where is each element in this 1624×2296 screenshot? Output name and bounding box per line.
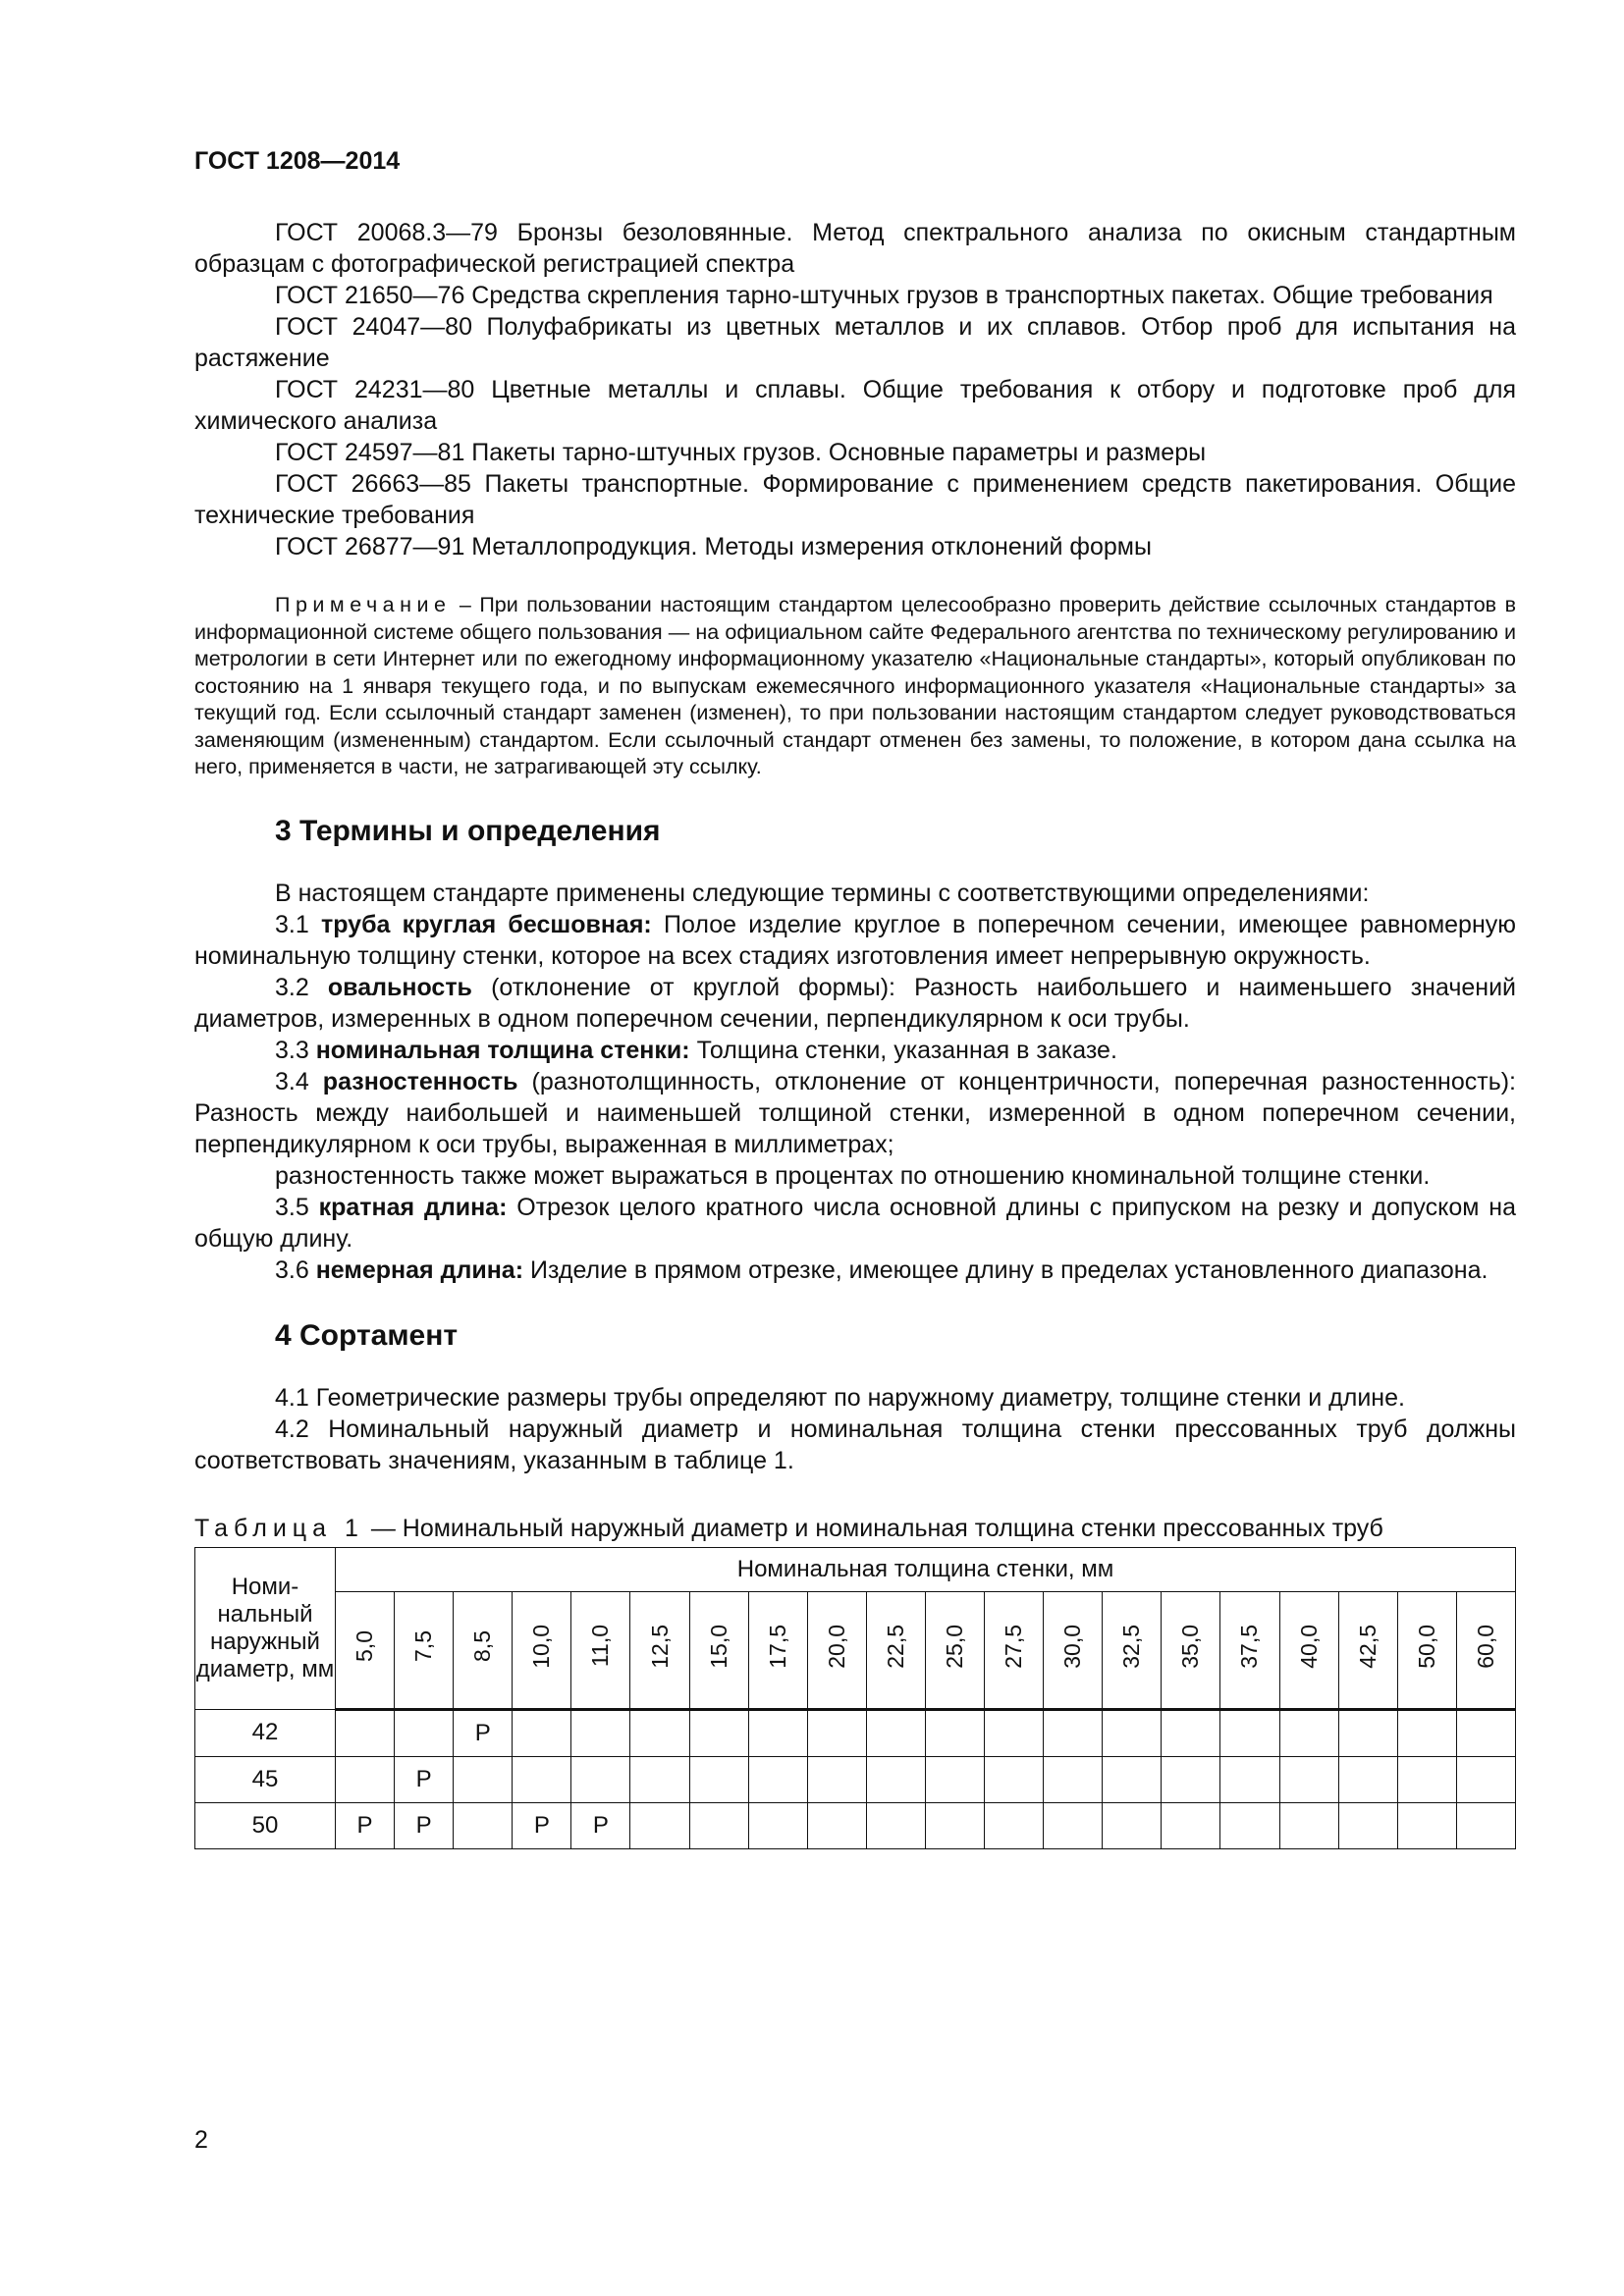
diameter-cell: 42 (195, 1709, 336, 1756)
thickness-column-header (807, 1591, 866, 1709)
term-name: овальность (327, 973, 472, 1001)
thickness-value: 25,0 (941, 1624, 967, 1669)
table-cell (985, 1709, 1044, 1756)
thickness-column-header (513, 1591, 571, 1709)
diameter-cell: 50 (195, 1802, 336, 1848)
table-cell (1044, 1709, 1103, 1756)
table-cell (866, 1756, 925, 1802)
table-row (195, 1709, 1516, 1756)
table-cell (1220, 1756, 1279, 1802)
references-list (194, 217, 1516, 562)
table-cell: Р (571, 1802, 630, 1848)
column-header-row (195, 1591, 1516, 1709)
term-item (194, 1255, 1516, 1286)
table-cell: Р (395, 1756, 454, 1802)
thickness-value: 5,0 (352, 1630, 378, 1662)
table-cell (1103, 1756, 1162, 1802)
term-item (194, 1066, 1516, 1160)
thickness-value: 40,0 (1295, 1624, 1322, 1669)
term-definition: Полое изделие круглое в поперечном сечении, имеющее равномерную номинальную толщину стенки, которое на всех стадиях изготовления имеет непрерывную окружность. (194, 910, 1516, 970)
table-cell (1456, 1802, 1515, 1848)
section-3-intro: В настоящем стандарте применены следующие термины с соответствующими определениями: (275, 879, 1370, 907)
table-cell (925, 1802, 984, 1848)
table-cell (454, 1802, 513, 1848)
table-cell (1397, 1756, 1456, 1802)
thickness-value: 8,5 (469, 1630, 496, 1662)
table-cell (630, 1756, 689, 1802)
table-cell (1338, 1802, 1397, 1848)
table-cell (1162, 1756, 1220, 1802)
table-cell (630, 1709, 689, 1756)
thickness-value: 35,0 (1177, 1624, 1204, 1669)
section-3-title: 3 Термины и определения (275, 814, 661, 847)
reference-item: ГОСТ 24231—80 Цветные металлы и сплавы. Общие требования к отбору и подготовке проб для химического анализа (194, 376, 1516, 435)
table-body (195, 1709, 1516, 1848)
table-cell (925, 1756, 984, 1802)
table-cell (1338, 1709, 1397, 1756)
term-number: 3.1 (275, 910, 321, 938)
table-cell: Р (336, 1802, 395, 1848)
table-cell (571, 1756, 630, 1802)
thickness-column-header (1279, 1591, 1338, 1709)
thickness-column-header (1397, 1591, 1456, 1709)
thickness-column-header (395, 1591, 454, 1709)
table-cell (1220, 1709, 1279, 1756)
table-cell (513, 1709, 571, 1756)
table-cell (689, 1802, 748, 1848)
thickness-column-header (454, 1591, 513, 1709)
thickness-column-header (630, 1591, 689, 1709)
table-caption (194, 1514, 1516, 1543)
term-number: 3.2 (275, 973, 328, 1001)
table-cell (1456, 1709, 1515, 1756)
table-cell (395, 1709, 454, 1756)
reference-item: ГОСТ 24047—80 Полуфабрикаты из цветных металлов и их сплавов. Отбор проб для испытания на растяжение (194, 313, 1516, 372)
reference-item: ГОСТ 24597—81 Пакеты тарно-штучных грузов. Основные параметры и размеры (275, 439, 1207, 466)
thickness-value: 37,5 (1236, 1624, 1263, 1669)
table-cell (748, 1709, 807, 1756)
table-cell (748, 1756, 807, 1802)
thickness-value: 50,0 (1413, 1624, 1439, 1669)
table-cell: Р (395, 1802, 454, 1848)
term-definition: Отрезок целого кратного числа основной длины с припуском на резку и допуском на общую длину. (194, 1193, 1516, 1253)
section-4-title: 4 Сортамент (275, 1318, 459, 1352)
table-cell (866, 1709, 925, 1756)
reference-item: ГОСТ 26877—91 Металлопродукция. Методы измерения отклонений формы (275, 533, 1152, 561)
table-cell (689, 1709, 748, 1756)
thickness-column-header (1338, 1591, 1397, 1709)
table-row (195, 1802, 1516, 1848)
section-4-paragraph: 4.1 Геометрические размеры трубы определяют по наружному диаметру, толщине стенки и длине. (275, 1383, 1405, 1412)
table-cell: Р (454, 1709, 513, 1756)
terms-list (194, 909, 1516, 1286)
thickness-value: 60,0 (1472, 1624, 1498, 1669)
table-row (195, 1756, 1516, 1802)
thickness-value: 42,5 (1354, 1624, 1380, 1669)
term-item (194, 972, 1516, 1035)
table-cell (1044, 1756, 1103, 1802)
table-cell (807, 1756, 866, 1802)
thickness-column-header (1456, 1591, 1515, 1709)
table-cell (985, 1802, 1044, 1848)
term-definition: (отклонение от круглой формы): Разность наибольшего и наименьшего значений диаметров, измеренных в одном поперечном сечении, перпендикулярном к оси трубы. (194, 973, 1516, 1033)
thickness-value: 27,5 (1001, 1624, 1027, 1669)
note-text: – При пользовании настоящим стандартом целесообразно проверить действие ссылочных стандартов в информационной системе общего пользования — на официальном сайте Федерального агентства по техническому регулированию и метрологии в сети Интернет или по ежегодному информационному указателю «Национальные стандарты», который опубликован по состоянию на 1 января текущего года, и по выпускам ежемесячного информационного указателя «Национальные стандарты» за текущий год. Если ссылочный стандарт заменен (изменен), то при пользовании настоящим стандартом следует руководствоваться заменяющим (измененным) стандартом. Если ссылочный стандарт отменен без замены, то положение, в котором дана ссылка на него, применяется в части, не затрагивающей эту ссылку. (194, 593, 1516, 778)
thickness-value: 17,5 (764, 1624, 790, 1669)
thickness-column-header (689, 1591, 748, 1709)
table-cell (630, 1802, 689, 1848)
note-block (194, 592, 1516, 781)
term-item (194, 1160, 1516, 1192)
term-number: 3.5 (275, 1193, 319, 1221)
thickness-value: 15,0 (705, 1624, 731, 1669)
table-cell (1397, 1802, 1456, 1848)
thickness-column-header (748, 1591, 807, 1709)
term-item (194, 1192, 1516, 1255)
table-caption-text: — Номинальный наружный диаметр и номинальная толщина стенки прессованных труб (363, 1514, 1383, 1542)
thickness-value: 12,5 (646, 1624, 673, 1669)
thickness-column-header (336, 1591, 395, 1709)
table-cell (1103, 1802, 1162, 1848)
term-number: 3.4 (275, 1067, 323, 1095)
table-cell (1044, 1802, 1103, 1848)
table-cell (1279, 1802, 1338, 1848)
table-cell (1279, 1756, 1338, 1802)
thickness-value: 30,0 (1059, 1624, 1086, 1669)
table-1 (194, 1547, 1516, 1849)
diameter-cell: 45 (195, 1756, 336, 1802)
table-cell (1397, 1709, 1456, 1756)
table-cell (336, 1756, 395, 1802)
table-cell (1279, 1709, 1338, 1756)
page-number: 2 (194, 2126, 208, 2154)
term-definition: (разнотолщинность, отклонение от концентричности, поперечная разностенность): Разность между наибольшей и наименьшей толщиной стенки, измеренной в одном поперечном сечении, перпендикулярном к оси трубы, выраженная в миллиметрах; (194, 1067, 1516, 1158)
term-name: разностенность (322, 1067, 518, 1095)
table-cell (866, 1802, 925, 1848)
table-cell: Р (513, 1802, 571, 1848)
thickness-value: 11,0 (587, 1625, 614, 1668)
table-caption-label: Таблица 1 (194, 1514, 364, 1542)
table-cell (1103, 1709, 1162, 1756)
table-cell (807, 1802, 866, 1848)
table-cell (571, 1709, 630, 1756)
thickness-value: 7,5 (410, 1630, 437, 1662)
table-cell (985, 1756, 1044, 1802)
term-name: немерная длина: (315, 1255, 524, 1284)
term-definition: Толщина стенки, указанная в заказе. (689, 1036, 1117, 1064)
section-4-paragraph: 4.2 Номинальный наружный диаметр и номинальная толщина стенки прессованных труб должны соответствовать значениям, указанным в таблице 1. (194, 1415, 1516, 1474)
term-item (194, 909, 1516, 972)
table-cell (454, 1756, 513, 1802)
table-cell (1338, 1756, 1397, 1802)
reference-item: ГОСТ 21650—76 Средства скрепления тарно-штучных грузов в транспортных пакетах. Общие требования (275, 282, 1493, 309)
wall-thickness-header: Номинальная толщина стенки, мм (336, 1547, 1516, 1591)
table-cell (336, 1709, 395, 1756)
table-cell (748, 1802, 807, 1848)
thickness-value: 32,5 (1118, 1624, 1145, 1669)
document-page (194, 147, 1516, 1849)
thickness-column-header (925, 1591, 984, 1709)
term-definition: разностенность также может выражаться в процентах по отношению кноминальной толщине стенки. (275, 1161, 1431, 1190)
thickness-column-header (1044, 1591, 1103, 1709)
table-cell (1456, 1756, 1515, 1802)
term-name: труба круглая бесшовная: (321, 910, 652, 938)
term-number: 3.6 (275, 1255, 316, 1284)
table-cell (925, 1709, 984, 1756)
term-name: номинальная толщина стенки: (315, 1036, 690, 1064)
table-cell (1220, 1802, 1279, 1848)
table-cell (1162, 1709, 1220, 1756)
thickness-column-header (571, 1591, 630, 1709)
table-cell (807, 1709, 866, 1756)
table-cell (1162, 1802, 1220, 1848)
thickness-column-header (1103, 1591, 1162, 1709)
thickness-column-header (985, 1591, 1044, 1709)
running-header: ГОСТ 1208—2014 (194, 147, 401, 175)
thickness-column-header (1220, 1591, 1279, 1709)
table-cell (689, 1756, 748, 1802)
corner-header: Номи-нальный наружный диаметр, мм (195, 1547, 336, 1709)
term-name: кратная длина: (318, 1193, 508, 1221)
reference-item: ГОСТ 20068.3—79 Бронзы безоловянные. Метод спектрального анализа по окисным стандартным образцам с фотографической регистрацией спектра (194, 219, 1516, 278)
thickness-value: 22,5 (882, 1624, 908, 1669)
thickness-column-header (866, 1591, 925, 1709)
term-number: 3.3 (275, 1036, 316, 1064)
thickness-value: 20,0 (823, 1624, 849, 1669)
thickness-column-header (1162, 1591, 1220, 1709)
term-definition: Изделие в прямом отрезке, имеющее длину в пределах установленного диапазона. (523, 1255, 1489, 1284)
reference-item: ГОСТ 26663—85 Пакеты транспортные. Формирование с применением средств пакетирования. Общие технические требования (194, 470, 1516, 529)
term-item (194, 1035, 1516, 1066)
table-cell (513, 1756, 571, 1802)
thickness-value: 10,0 (528, 1624, 555, 1669)
note-label: Примечание (275, 593, 452, 616)
